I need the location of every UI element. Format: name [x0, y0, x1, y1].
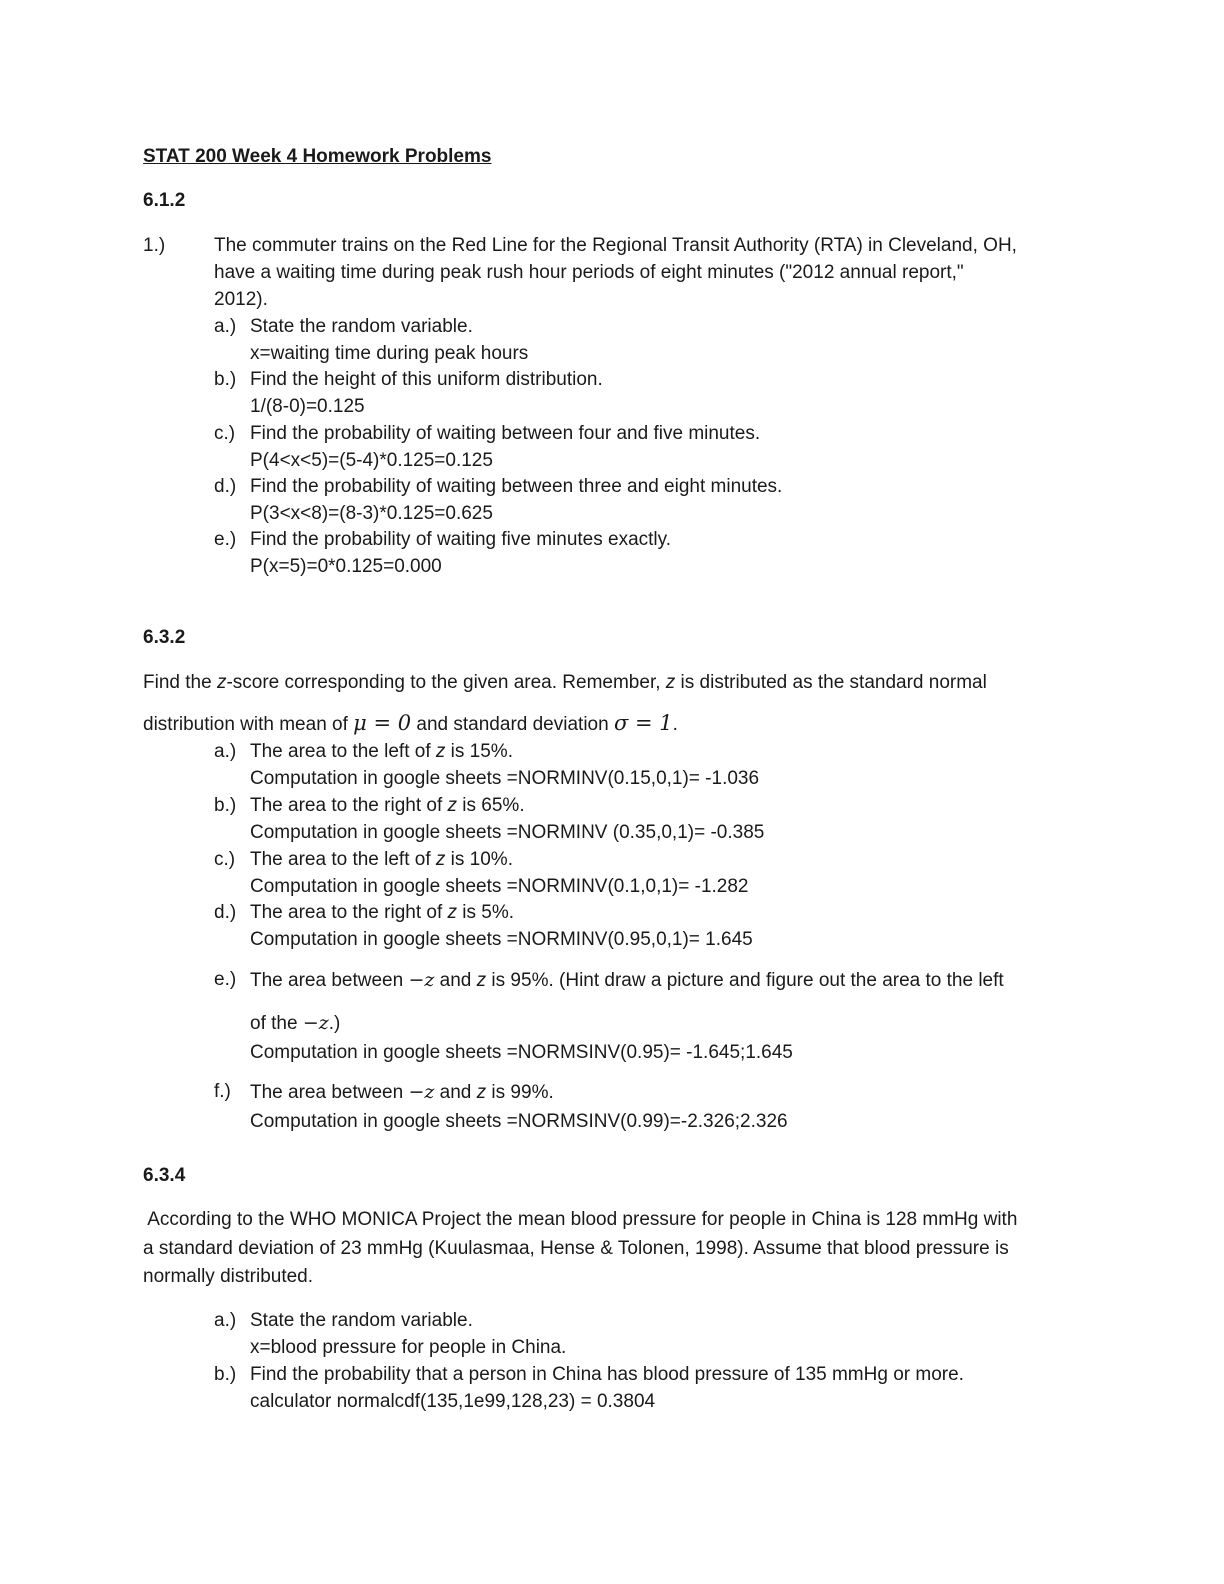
- item-label: b.): [214, 795, 237, 816]
- answer-text: Computation in google sheets =NORMINV(0.95,0,1)= 1.645: [250, 929, 753, 950]
- section-intro-line: a standard deviation of 23 mmHg (Kuulasmaa, Hense & Tolonen, 1998). Assume that blood pressure is: [143, 1238, 1009, 1259]
- item-label: c.): [214, 849, 236, 870]
- answer-text: calculator normalcdf(135,1e99,128,23) = 0.3804: [250, 1391, 656, 1412]
- question-text-cont: of the −z.): [250, 1012, 341, 1034]
- answer-text: x=waiting time during peak hours: [250, 343, 529, 364]
- section-intro-line: Find the z-score corresponding to the given area. Remember, z is distributed as the standard normal: [143, 672, 987, 693]
- problem-text-line: The commuter trains on the Red Line for the Regional Transit Authority (RTA) in Cleveland, OH,: [214, 235, 1017, 256]
- neg-z-formula: −z: [408, 1081, 435, 1103]
- question-text: State the random variable.: [250, 1310, 473, 1331]
- question-text: The area between −z and z is 95%. (Hint draw a picture and figure out the area to the left: [250, 969, 1004, 991]
- problem-text-line: 2012).: [214, 289, 268, 310]
- question-text: The area to the right of z is 65%.: [250, 795, 525, 816]
- problem-number: 1.): [143, 235, 166, 256]
- answer-text: P(x=5)=0*0.125=0.000: [250, 556, 442, 577]
- section-heading-6-1-2: 6.1.2: [143, 190, 186, 211]
- section-intro-line: normally distributed.: [143, 1266, 314, 1287]
- mu-formula: μ = 0: [353, 711, 412, 735]
- item-label: d.): [214, 476, 237, 497]
- question-text: The area to the right of z is 5%.: [250, 902, 515, 923]
- item-label: b.): [214, 1364, 237, 1385]
- neg-z-formula: −z: [408, 969, 435, 991]
- section-intro-line: According to the WHO MONICA Project the mean blood pressure for people in China is 128 mmHg with: [143, 1209, 1018, 1230]
- item-label: c.): [214, 423, 236, 444]
- answer-text: Computation in google sheets =NORMINV(0.1,0,1)= -1.282: [250, 876, 749, 897]
- section-intro-line: distribution with mean of μ = 0 and standard deviation σ = 1.: [143, 711, 678, 735]
- item-label: a.): [214, 316, 237, 337]
- page-title: STAT 200 Week 4 Homework Problems: [143, 146, 492, 167]
- problem-text-line: have a waiting time during peak rush hour periods of eight minutes ("2012 annual report,": [214, 262, 964, 283]
- question-text: The area between −z and z is 99%.: [250, 1081, 554, 1103]
- answer-text: Computation in google sheets =NORMSINV(0.95)= -1.645;1.645: [250, 1042, 793, 1063]
- answer-text: P(4<x<5)=(5-4)*0.125=0.125: [250, 450, 493, 471]
- answer-text: x=blood pressure for people in China.: [250, 1337, 567, 1358]
- neg-z-formula: −z: [302, 1012, 329, 1034]
- item-label: f.): [214, 1081, 231, 1102]
- item-label: a.): [214, 1310, 237, 1331]
- answer-text: Computation in google sheets =NORMINV(0.15,0,1)= -1.036: [250, 768, 760, 789]
- question-text: Find the probability of waiting between three and eight minutes.: [250, 476, 783, 497]
- question-text: Find the probability of waiting between four and five minutes.: [250, 423, 761, 444]
- question-text: The area to the left of z is 15%.: [250, 741, 513, 762]
- item-label: e.): [214, 969, 237, 990]
- answer-text: Computation in google sheets =NORMSINV(0.99)=-2.326;2.326: [250, 1111, 788, 1132]
- answer-text: 1/(8-0)=0.125: [250, 396, 365, 417]
- question-text: Find the height of this uniform distribution.: [250, 369, 603, 390]
- item-label: e.): [214, 529, 237, 550]
- sigma-formula: σ = 1: [613, 711, 673, 735]
- section-heading-6-3-2: 6.3.2: [143, 627, 186, 648]
- question-text: The area to the left of z is 10%.: [250, 849, 513, 870]
- question-text: Find the probability that a person in China has blood pressure of 135 mmHg or more.: [250, 1364, 964, 1385]
- item-label: b.): [214, 369, 237, 390]
- answer-text: P(3<x<8)=(8-3)*0.125=0.625: [250, 503, 493, 524]
- question-text: State the random variable.: [250, 316, 473, 337]
- section-heading-6-3-4: 6.3.4: [143, 1165, 186, 1186]
- item-label: d.): [214, 902, 237, 923]
- answer-text: Computation in google sheets =NORMINV (0.35,0,1)= -0.385: [250, 822, 765, 843]
- question-text: Find the probability of waiting five minutes exactly.: [250, 529, 672, 550]
- item-label: a.): [214, 741, 237, 762]
